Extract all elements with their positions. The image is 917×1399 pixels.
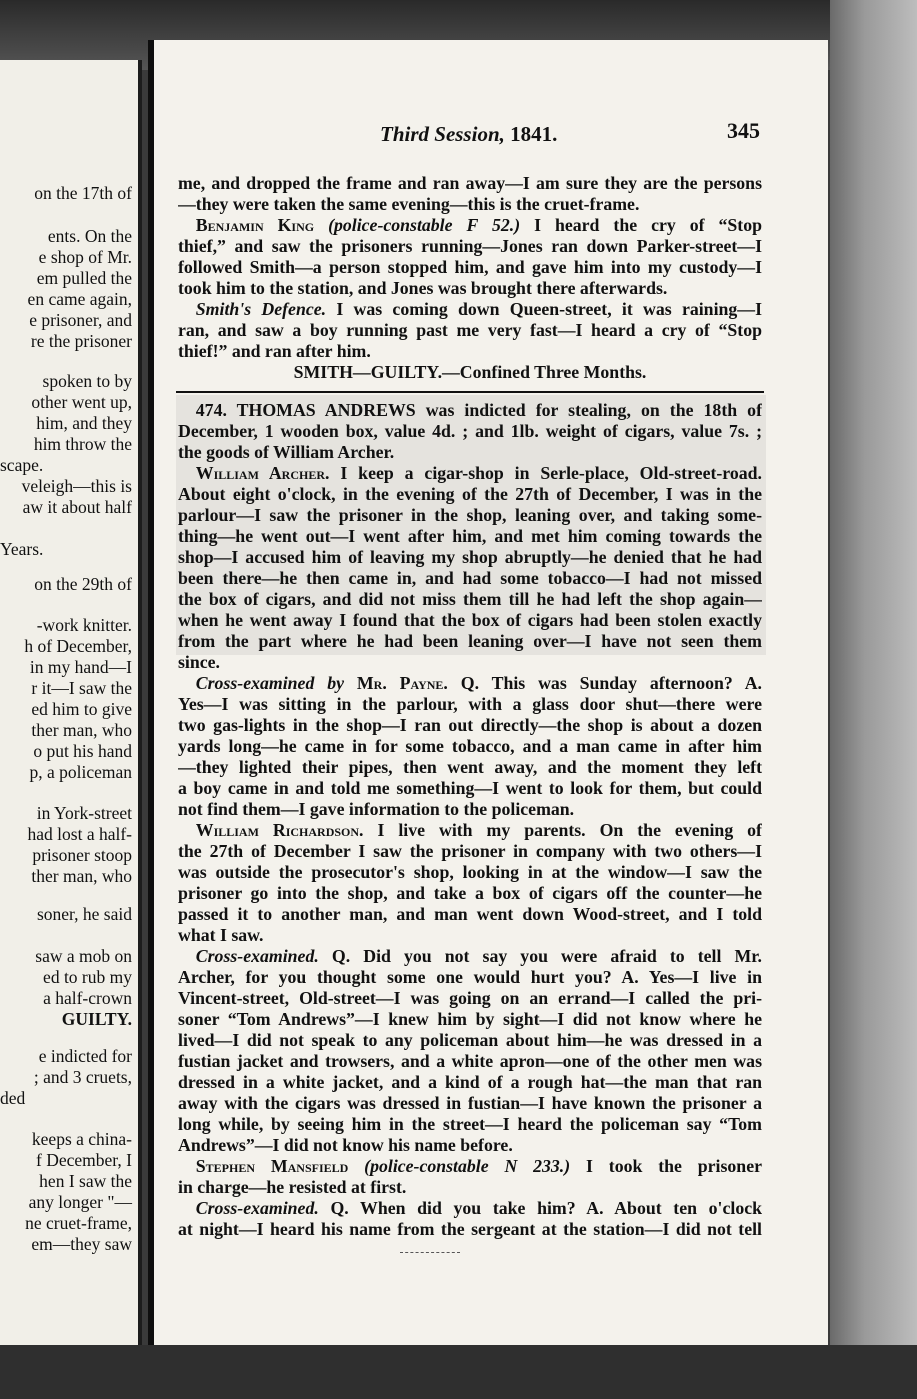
witness-name: William Archer. [195,465,330,483]
left-line: e shop of Mr. [38,247,132,267]
witness-role: (police-constable F 52.) [328,217,521,235]
text-line: a boy came in and told me something—I went to look for them, but could [178,780,762,798]
left-line: f December, I [36,1150,132,1170]
text-line: parlour—I saw the prisoner in the shop, leaning over, and taking some- [178,507,762,525]
left-line: ded [0,1088,26,1108]
text-line: was outside the prosecutor's shop, looking in at the window—I saw the [178,864,762,882]
left-line: veleigh—this is [21,476,132,496]
left-line: him, and they [36,413,132,433]
left-line: ed him to give [31,699,132,719]
text-line: Yes—I was sitting in the parlour, with a glass door shut—there were [178,696,762,714]
testimony-archer [178,465,762,483]
cross-label: Cross-examined by [195,675,344,693]
cross-label: Cross-examined. [195,1200,319,1218]
cross-examination [178,675,762,693]
text-line: Vincent-street, Old-street—I was going on an errand—I called the pri- [178,990,762,1008]
left-line: em pulled the [36,268,132,288]
testimony-text: Q. When did you take him? A. About ten o'clock [330,1200,762,1218]
case-divider [176,391,764,393]
testimony-text: I live with my parents. On the evening of [377,822,762,840]
left-line: r it—I saw the [31,678,132,698]
text-line: Andrews”—I did not know his name before. [178,1137,513,1155]
text-line: the 27th of December I saw the prisoner in company with two others—I [178,843,762,861]
testimony-text: I heard the cry of “Stop [534,217,762,235]
witness-name: Stephen Mansfield [195,1158,349,1176]
left-line: h of December, [24,636,132,656]
text-line: dressed in a white jacket, and a kind of a rough hat—the man that ran [178,1074,762,1092]
left-line: p, a policeman [29,762,132,782]
left-line: prisoner stoop [32,845,132,865]
text-line: the goods of William Archer. [178,444,395,462]
text-line: yards long—he came in for some tobacco, and a man came in after him [178,738,762,756]
case-heading [178,402,762,420]
cross-examination [178,1200,762,1218]
left-line: ther man, who [31,866,132,886]
text-line: not find them—I gave information to the policeman. [178,801,575,819]
session-year: 1841. [510,122,558,146]
text-line: the box of cigars, and did not miss them till he had left the shop again— [178,591,762,609]
left-line: on the 29th of [34,574,132,594]
text-line: fustian jacket and trowsers, and a white apron—one of the other men was [178,1053,762,1071]
footer-mark [400,1252,460,1253]
defendant-name: THOMAS ANDREWS [236,402,416,420]
scan-backdrop-bottom [0,1345,917,1399]
text-line: prisoner go into the shop, and take a box of cigars off the counter—he [178,885,762,903]
left-line: ; and 3 cruets, [33,1067,132,1087]
text-line: ran, and saw a boy running past me very fast—I heard a cry of “Stop [178,322,762,340]
testimony-text: Q. This was Sunday afternoon? A. [460,675,762,693]
left-line: en came again, [27,289,132,309]
left-line: keeps a china- [31,1129,132,1149]
left-line: any longer "— [28,1192,132,1212]
running-header [150,118,830,152]
text-line: December, 1 wooden box, value 4d. ; and 1lb. weight of cigars, value 7s. ; [178,423,762,441]
text-line: thief!” and ran after him. [178,343,371,361]
left-line: e indicted for [38,1046,132,1066]
text-line: took him to the station, and Jones was brought there afterwards. [178,280,668,298]
left-line: e prisoner, and [29,310,132,330]
text-line: at night—I heard his name from the sergeant at the station—I did not tell [178,1221,762,1239]
text-line: away with the cigars was dressed in fustian—I have known the prisoner a [178,1095,762,1113]
testimony-mansfield [178,1158,762,1176]
text-line: from the part where he had been leaning over—I have not seen them [178,633,762,651]
left-line: aw it about half [22,497,132,517]
testimony-richardson [178,822,762,840]
left-line: ther man, who [31,720,132,740]
text-line: been there—he then came in, and had some tobacco—I had not missed [178,570,762,588]
text-line: in charge—he resisted at first. [178,1179,407,1197]
left-line: Years. [0,539,44,559]
text-line: thing—he went out—I went after him, and met him coming towards the [178,528,762,546]
text-line: About eight o'clock, in the evening of the 27th of December, I was in the [178,486,762,504]
testimony-text: I took the prisoner [586,1158,762,1176]
witness-name: William Richardson. [195,822,364,840]
text-line: lived—I did not speak to any policeman about him—he was dressed in a [178,1032,762,1050]
text-line: shop—I accused him of leaving my shop abruptly—he denied that he had [178,549,762,567]
witness-role: (police-constable N 233.) [364,1158,571,1176]
cross-label: Cross-examined. [195,948,319,966]
text-line: when he went away I found that the box of cigars had been stolen exactly [178,612,762,630]
left-line: had lost a half- [27,824,132,844]
text-line: Archer, for you thought some one would hurt you? A. Yes—I live in [178,969,762,987]
text-line: thief,” and saw the prisoners running—Jones ran down Parker-street—I [178,238,762,256]
text-line: —they were taken the same evening—this is the cruet-frame. [178,196,640,214]
testimony-king [178,217,762,235]
left-line: on the 17th of [34,183,132,203]
text-line: —they lighted their pipes, then went away, and the moment they left [178,759,762,777]
left-line: other went up, [31,392,132,412]
session-title: Third Session, [380,122,505,146]
left-line: saw a mob on [35,946,132,966]
left-line: ne cruet-frame, [25,1213,132,1233]
left-line: spoken to by [42,371,132,391]
text-line: passed it to another man, and man went down Wood-street, and I told [178,906,762,924]
text-line: long while, by seeing him in the street—I heard the policeman say “Tom [178,1116,762,1134]
cross-examination [178,948,762,966]
left-line: him throw the [33,434,132,454]
left-line: in my hand—I [29,657,132,677]
text-line: followed Smith—a person stopped him, and gave him into my custody—I [178,259,762,277]
verdict: SMITH—GUILTY.—Confined Three Months. [293,364,647,382]
left-line: em—they saw [31,1234,132,1254]
counsel-name: Mr. Payne. [356,675,448,693]
case-number: 474. [195,402,227,420]
left-line: in York-street [36,803,132,823]
left-line: GUILTY. [61,1009,132,1029]
text-line: two gas-lights in the shop—I ran out directly—the shop is about a dozen [178,717,762,735]
text-line: since. [178,654,220,672]
testimony-text: I keep a cigar-shop in Serle-place, Old-street-road. [340,465,762,483]
indictment-text: was indicted for stealing, on the 18th of [425,402,762,420]
text-line: me, and dropped the frame and ran away—I am sure they are the persons [178,175,762,193]
left-facing-page [0,60,142,1345]
running-title [380,122,557,147]
left-line: hen I saw the [39,1171,132,1191]
text-line: what I saw. [178,927,264,945]
left-line: a half-crown [43,988,132,1008]
left-line: ents. On the [47,226,132,246]
defence-statement [178,301,762,319]
testimony-text: Q. Did you not say you were afraid to tell Mr. [331,948,762,966]
witness-name: Benjamin King [195,217,315,235]
text-line: soner “Tom Andrews”—I knew him by sight—I did not know where he [178,1011,762,1029]
left-line: re the prisoner [30,331,132,351]
left-line: scape. [0,455,44,475]
left-line: soner, he said [36,904,132,924]
scan-backdrop-right [830,0,917,1399]
testimony-text: I was coming down Queen-street, it was raining—I [336,301,762,319]
left-line: -work knitter. [36,615,132,635]
page-number: 345 [727,118,760,143]
left-line: o put his hand [33,741,132,761]
defence-label: Smith's Defence. [195,301,327,319]
left-line: ed to rub my [43,967,132,987]
